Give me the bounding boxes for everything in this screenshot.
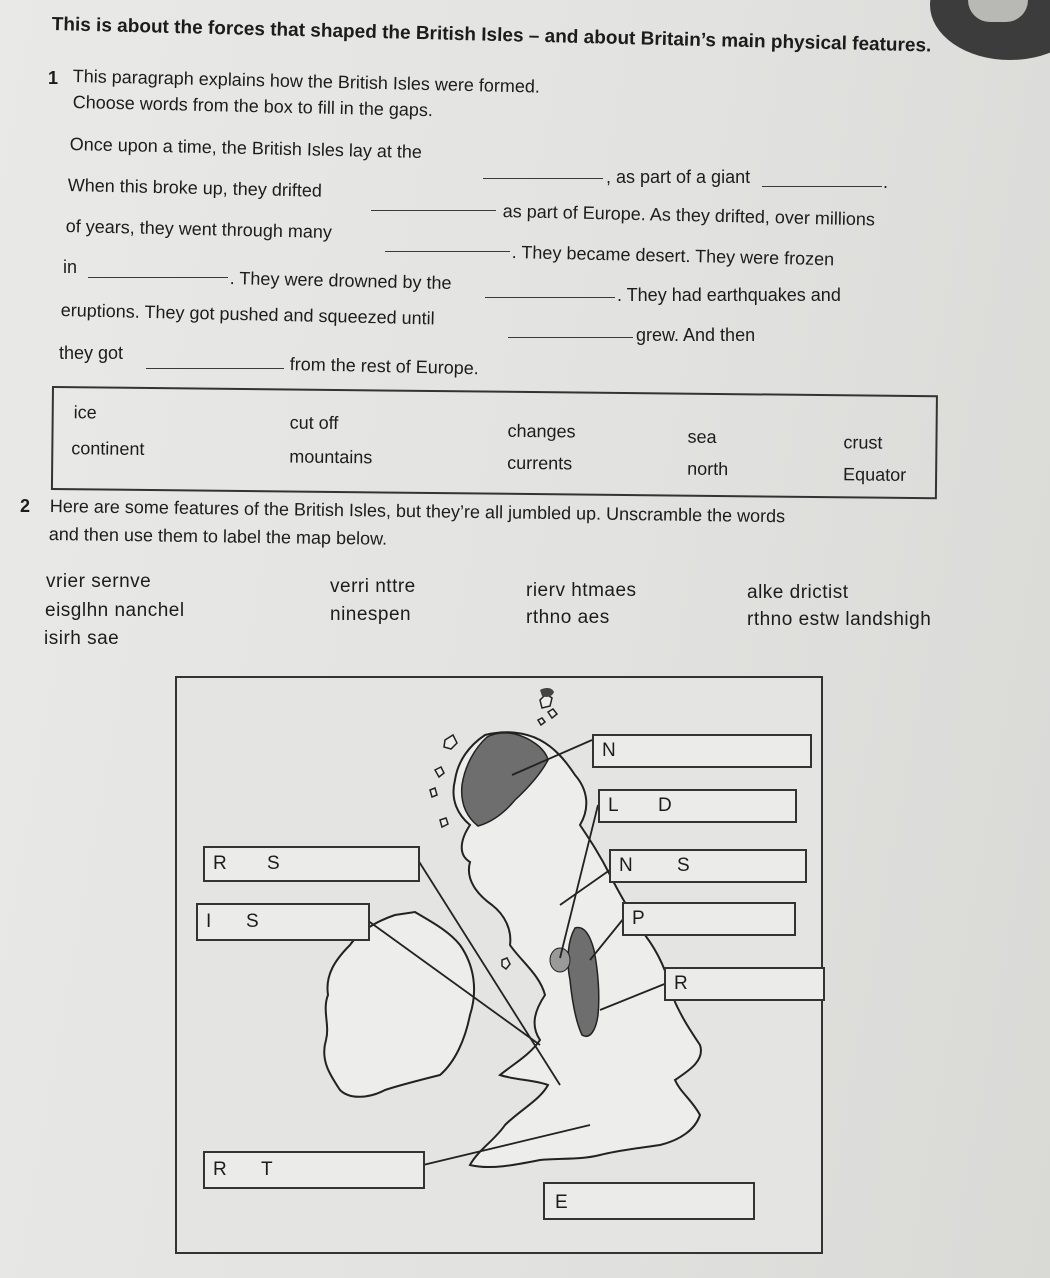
q1-instructions-1: This paragraph explains how the British Isles were formed. — [72, 66, 541, 97]
northern-islands — [538, 694, 557, 725]
label-box-north-sea[interactable] — [609, 849, 807, 883]
q1-line6-b: from the rest of Europe. — [289, 354, 480, 379]
label-box-river-trent[interactable] — [203, 1151, 425, 1189]
q1-line6-a: they got — [59, 343, 124, 363]
label-box-lake-district[interactable] — [598, 789, 797, 823]
q1-instructions-2: Choose words from the box to fill in the gaps. — [72, 92, 434, 121]
q2-instructions-2: and then use them to label the map below. — [48, 524, 388, 549]
label-nw-highlands-letter: N — [602, 740, 616, 761]
q1-line3-b: . They became desert. They were frozen — [511, 242, 835, 270]
scrambled-2: verri nttre — [330, 576, 416, 597]
label-english-channel-letter: E — [555, 1192, 568, 1213]
lake-district-area — [550, 948, 570, 972]
scrambled-3: rierv htmaes — [526, 580, 637, 601]
word-changes: changes — [507, 420, 576, 442]
word-sea: sea — [687, 426, 717, 447]
label-box-irish-sea[interactable] — [196, 903, 370, 941]
scrambled-6: ninespen — [330, 604, 412, 625]
label-lake-district-letter-2: D — [658, 795, 672, 816]
q1-line5-a: eruptions. They got pushed and squeezed until — [60, 300, 435, 329]
label-box-north-west-highlands[interactable] — [592, 734, 812, 768]
q1-line4-b: . They were drowned by the — [229, 268, 452, 294]
word-currents: currents — [507, 452, 573, 474]
label-box-pennines[interactable] — [622, 902, 796, 936]
word-cut-off: cut off — [289, 412, 339, 433]
label-irish-sea-letter-2: S — [246, 911, 259, 932]
q1-number: 1 — [48, 68, 59, 88]
label-box-river[interactable] — [664, 967, 825, 1001]
q1-line3-a: of years, they went through many — [65, 216, 333, 243]
q1-line4-c: . They had earthquakes and — [617, 285, 841, 305]
label-lake-district-letter-1: L — [608, 795, 619, 816]
scrambled-4: alke drictist — [747, 582, 849, 603]
q1-line1-b: , as part of a giant — [606, 167, 751, 187]
label-river-letter: R — [674, 973, 688, 994]
q1-line2-a: When this broke up, they drifted — [67, 175, 323, 201]
label-north-sea-letter-2: S — [677, 855, 690, 876]
q2-number: 2 — [20, 496, 31, 516]
label-river-trent-letter-1: R — [213, 1159, 227, 1180]
scrambled-7: rthno aes — [526, 607, 610, 628]
label-river-trent-letter-2: T — [261, 1159, 273, 1180]
q1-line4-a: in — [63, 257, 78, 277]
q1-line2-b: as part of Europe. As they drifted, over millions — [502, 201, 876, 230]
map-emblem — [540, 688, 554, 697]
label-river-severn-letter-1: R — [213, 853, 227, 874]
word-equator: Equator — [843, 464, 907, 485]
q1-line5-b: grew. And then — [636, 325, 756, 345]
word-crust: crust — [843, 432, 883, 453]
intro-heading: This is about the forces that shaped the British Isles – and about Britain’s main physical features. — [51, 14, 932, 57]
scrambled-1: vrier sernve — [46, 571, 152, 592]
label-river-severn-letter-2: S — [267, 853, 280, 874]
label-box-english-channel[interactable] — [543, 1182, 755, 1220]
word-continent: continent — [71, 438, 145, 459]
q2-instructions-1: Here are some features of the British Isles, but they’re all jumbled up. Unscramble the words — [49, 496, 786, 527]
scrambled-5: eisglhn nanchel — [45, 600, 185, 621]
scrambled-8: rthno estw landshigh — [747, 609, 932, 630]
hebrides-islands — [430, 735, 457, 827]
isle-of-man — [502, 958, 510, 969]
scrambled-9: isirh sae — [44, 628, 120, 649]
label-box-river-severn[interactable] — [203, 846, 420, 882]
label-north-sea-letter-1: N — [619, 855, 633, 876]
q1-line1-a: Once upon a time, the British Isles lay at the — [69, 134, 423, 162]
q1-line1-c: . — [883, 172, 889, 192]
label-irish-sea-letter-1: I — [206, 911, 212, 932]
word-north: north — [687, 458, 729, 480]
label-pennines-letter: P — [632, 908, 645, 929]
word-ice: ice — [73, 402, 97, 423]
word-mountains: mountains — [289, 446, 373, 468]
